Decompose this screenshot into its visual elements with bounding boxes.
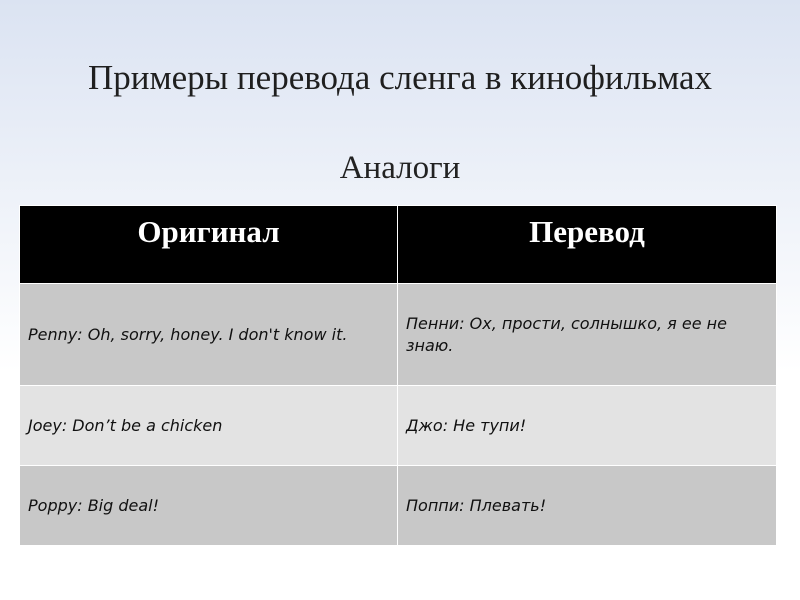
table-row — [20, 466, 777, 546]
original-cell: Penny: Oh, sorry, honey. I don't know it. — [20, 284, 398, 386]
slide-subtitle: Аналоги — [339, 150, 461, 186]
header-original: Оригинал — [20, 206, 398, 284]
slide-title: Примеры перевода сленга в кинофильмах — [87, 58, 713, 97]
table-row — [20, 284, 777, 386]
slang-translation-table — [19, 205, 777, 546]
translation-cell: Пенни: Ох, прости, солнышко, я ее не знаю. — [398, 284, 777, 386]
table-header-row — [20, 206, 777, 284]
translation-cell: Поппи: Плевать! — [398, 466, 777, 546]
table-row — [20, 386, 777, 466]
original-cell: Joey: Don’t be a chicken — [20, 386, 398, 466]
translation-cell: Джо: Не тупи! — [398, 386, 777, 466]
header-translation: Перевод — [398, 206, 777, 284]
original-cell: Poppy: Big deal! — [20, 466, 398, 546]
